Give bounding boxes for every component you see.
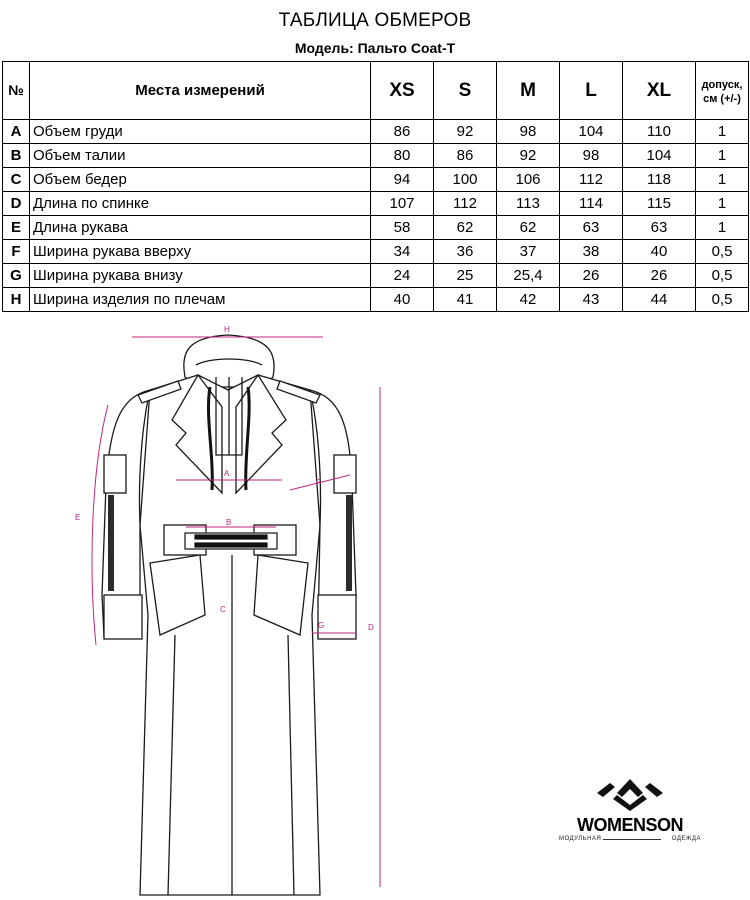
row-value-xl: 104 xyxy=(623,144,696,168)
header-size-xl: XL xyxy=(623,62,696,120)
row-value-l: 104 xyxy=(560,120,623,144)
row-value-xl: 63 xyxy=(623,216,696,240)
header-size-s: S xyxy=(434,62,497,120)
coat-sketch xyxy=(0,315,460,900)
label-e: E xyxy=(75,513,81,522)
row-value-s: 86 xyxy=(434,144,497,168)
row-value-l: 114 xyxy=(560,192,623,216)
row-value-l: 38 xyxy=(560,240,623,264)
row-code: A xyxy=(3,120,30,144)
header-size-l: L xyxy=(560,62,623,120)
row-code: G xyxy=(3,264,30,288)
womenson-logo xyxy=(555,775,705,847)
row-tolerance: 1 xyxy=(696,168,749,192)
row-value-m: 92 xyxy=(497,144,560,168)
row-value-m: 113 xyxy=(497,192,560,216)
row-value-xl: 110 xyxy=(623,120,696,144)
row-value-l: 98 xyxy=(560,144,623,168)
row-tolerance: 0,5 xyxy=(696,240,749,264)
header-tolerance-line1: допуск, xyxy=(701,78,743,91)
table-row xyxy=(3,216,749,240)
row-value-xl: 115 xyxy=(623,192,696,216)
row-measurement-name: Ширина рукава внизу xyxy=(30,264,371,288)
table-row xyxy=(3,168,749,192)
row-tolerance: 1 xyxy=(696,216,749,240)
label-d: D xyxy=(368,623,374,632)
header-tolerance-line2: см (+/-) xyxy=(703,92,741,105)
row-tolerance: 0,5 xyxy=(696,288,749,312)
row-tolerance: 1 xyxy=(696,192,749,216)
row-measurement-name: Длина по спинке xyxy=(30,192,371,216)
table-row xyxy=(3,264,749,288)
row-value-xl: 44 xyxy=(623,288,696,312)
row-measurement-name: Объем груди xyxy=(30,120,371,144)
measurement-table xyxy=(2,61,749,312)
row-value-xs: 24 xyxy=(371,264,434,288)
table-body xyxy=(3,120,749,312)
header-size-xs: XS xyxy=(371,62,434,120)
row-value-xs: 34 xyxy=(371,240,434,264)
row-value-l: 63 xyxy=(560,216,623,240)
row-value-s: 62 xyxy=(434,216,497,240)
table-row xyxy=(3,240,749,264)
row-value-s: 36 xyxy=(434,240,497,264)
label-b: B xyxy=(226,518,232,527)
row-value-xs: 40 xyxy=(371,288,434,312)
row-value-xs: 80 xyxy=(371,144,434,168)
row-value-m: 62 xyxy=(497,216,560,240)
table-row xyxy=(3,120,749,144)
logo-mark-icon xyxy=(555,775,705,813)
row-value-l: 112 xyxy=(560,168,623,192)
row-value-s: 92 xyxy=(434,120,497,144)
row-value-m: 42 xyxy=(497,288,560,312)
table-row xyxy=(3,288,749,312)
logo-wordmark: WOMENSON xyxy=(577,815,683,835)
row-value-s: 112 xyxy=(434,192,497,216)
row-value-s: 25 xyxy=(434,264,497,288)
row-value-s: 100 xyxy=(434,168,497,192)
header-size-m: M xyxy=(497,62,560,120)
left-cuff xyxy=(104,595,142,639)
row-code: D xyxy=(3,192,30,216)
row-value-xl: 40 xyxy=(623,240,696,264)
model-subtitle: Модель: Пальто Coat-T xyxy=(294,40,456,56)
row-value-m: 25,4 xyxy=(497,264,560,288)
row-value-xl: 118 xyxy=(623,168,696,192)
page-title: ТАБЛИЦА ОБМЕРОВ xyxy=(278,10,472,31)
header-number: № xyxy=(3,62,30,120)
table-row xyxy=(3,192,749,216)
row-value-xs: 58 xyxy=(371,216,434,240)
row-measurement-name: Длина рукава xyxy=(30,216,371,240)
row-code: B xyxy=(3,144,30,168)
header-measurement-place: Места измерений xyxy=(30,62,371,120)
row-measurement-name: Ширина рукава вверху xyxy=(30,240,371,264)
row-value-m: 98 xyxy=(497,120,560,144)
table-row xyxy=(3,144,749,168)
row-value-xl: 26 xyxy=(623,264,696,288)
row-code: H xyxy=(3,288,30,312)
row-measurement-name: Объем бедер xyxy=(30,168,371,192)
row-code: E xyxy=(3,216,30,240)
header-tolerance xyxy=(696,62,749,120)
row-value-xs: 94 xyxy=(371,168,434,192)
right-cuff xyxy=(318,595,356,639)
logo-sub-left: МОДУЛЬНАЯ xyxy=(559,836,602,842)
coat-body xyxy=(140,375,320,895)
row-code: C xyxy=(3,168,30,192)
row-tolerance: 1 xyxy=(696,120,749,144)
label-f: F xyxy=(316,478,321,487)
label-h: H xyxy=(224,325,230,334)
row-measurement-name: Ширина изделия по плечам xyxy=(30,288,371,312)
table-header-row xyxy=(3,62,749,120)
row-code: F xyxy=(3,240,30,264)
row-measurement-name: Объем талии xyxy=(30,144,371,168)
label-a: A xyxy=(224,469,230,478)
label-g: G xyxy=(318,621,325,630)
logo-sub-right: ОДЕЖДА xyxy=(671,836,701,842)
row-value-xs: 107 xyxy=(371,192,434,216)
row-value-m: 37 xyxy=(497,240,560,264)
row-tolerance: 0,5 xyxy=(696,264,749,288)
row-value-s: 41 xyxy=(434,288,497,312)
row-value-m: 106 xyxy=(497,168,560,192)
row-value-l: 43 xyxy=(560,288,623,312)
row-value-l: 26 xyxy=(560,264,623,288)
row-tolerance: 1 xyxy=(696,144,749,168)
label-c: C xyxy=(220,605,226,614)
row-value-xs: 86 xyxy=(371,120,434,144)
